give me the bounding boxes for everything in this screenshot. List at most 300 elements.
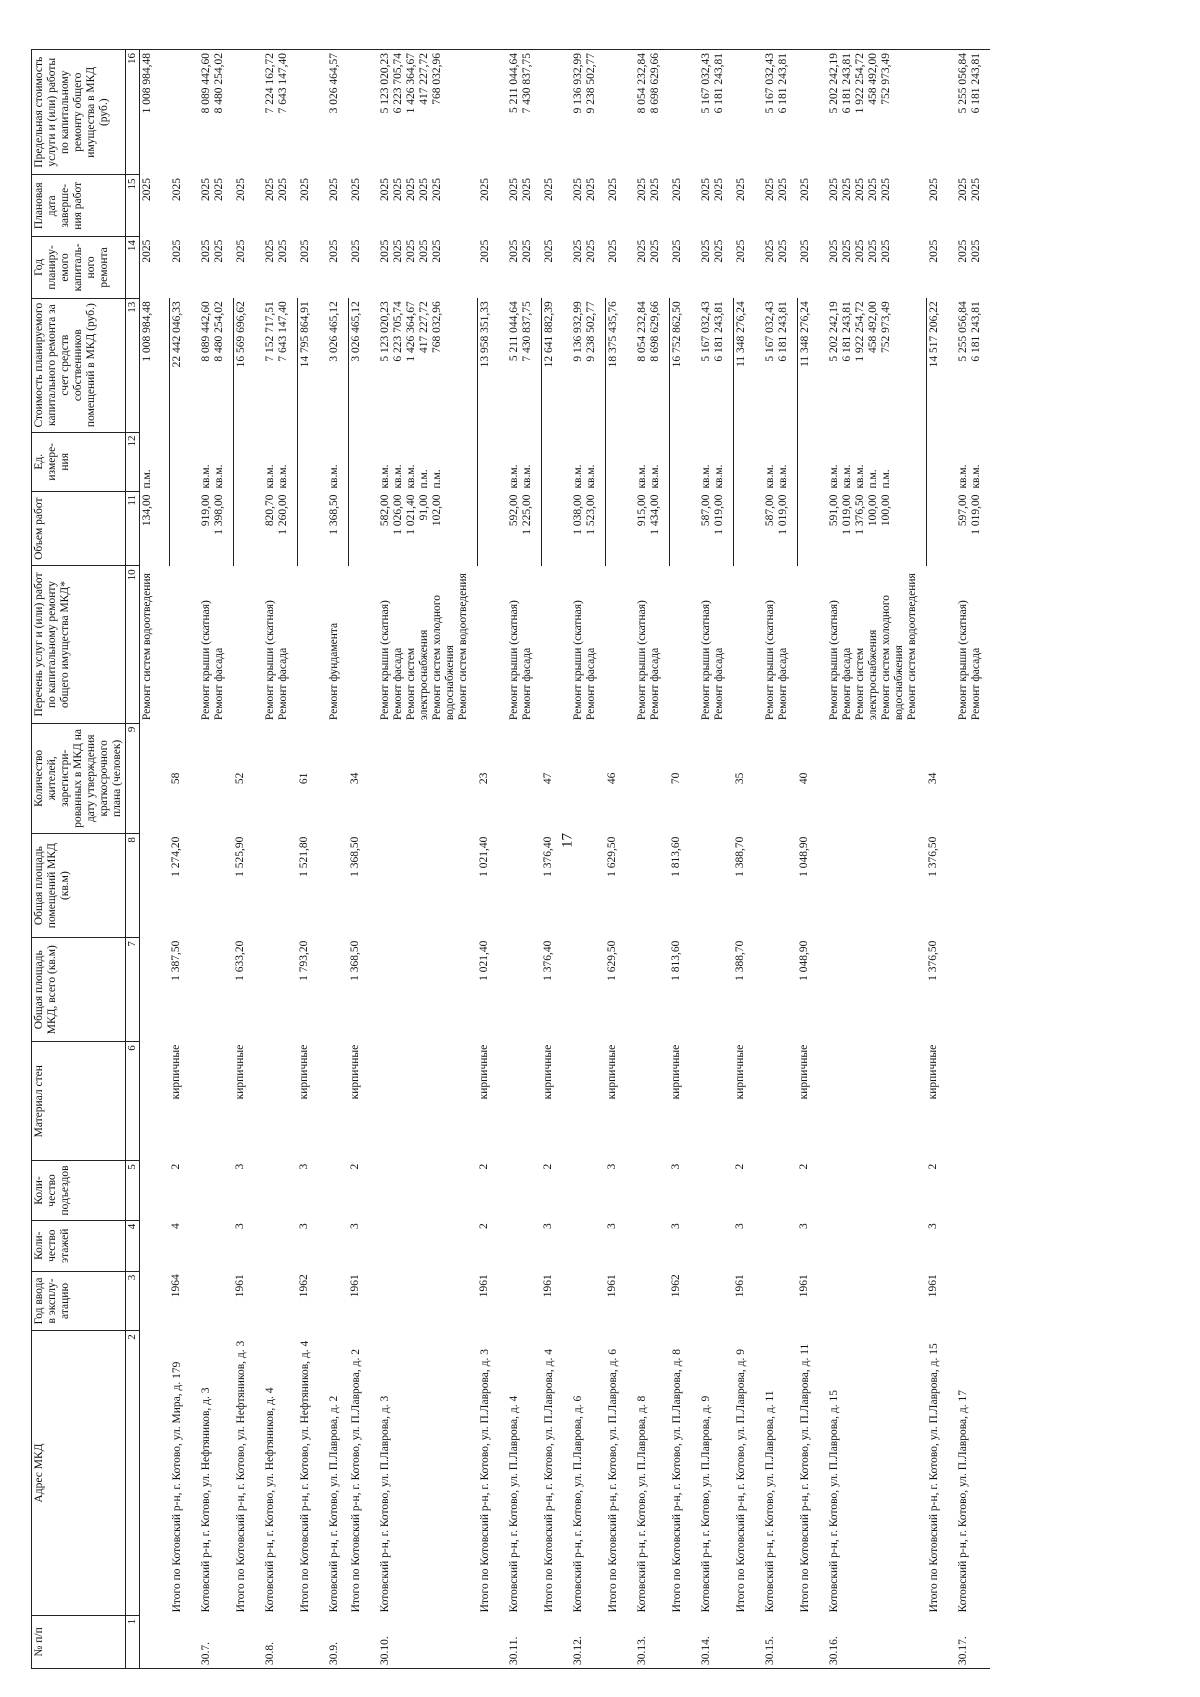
row-cost-cell: [349, 298, 365, 432]
row-work-item-cell: [670, 566, 686, 723]
row-entrances: 2: [541, 1163, 554, 1170]
row-cost: 9 136 932,99: [572, 301, 584, 362]
row-premises-area: 1 048,90: [797, 836, 810, 877]
row-premises-area: 1 021,40: [477, 836, 490, 877]
row-work-item-cell: [140, 566, 156, 723]
row-cost: 1 426 364,67: [405, 301, 417, 362]
row-repair-year-cell: [349, 237, 365, 299]
row-floors: [571, 1220, 599, 1271]
row-limit-cost-cell: [763, 50, 791, 175]
row-total-area: [571, 938, 599, 1042]
row-limit-cost-cell: [349, 50, 365, 175]
row-floors: 3: [297, 1223, 310, 1229]
row-work-item-cell: [956, 566, 984, 723]
row-cost: 5 167 032,43: [764, 301, 776, 362]
row-cost: 13 958 351,33: [479, 301, 491, 368]
row-repair-year-cell: [670, 237, 686, 299]
row-wall-material: кирпичные: [605, 1044, 618, 1100]
row-work-item: Ремонт крыши (скатная): [828, 600, 840, 721]
row-premises-area: 1 274,20: [169, 836, 182, 877]
row-completion-date: 2025: [277, 177, 289, 201]
row-completion-date: 2025: [841, 177, 853, 201]
row-unit-cell: [263, 432, 291, 491]
row-premises-area: 1 376,40: [541, 836, 554, 877]
row-year: [827, 1271, 920, 1330]
row-number: 30.8.: [263, 1615, 291, 1668]
total-row: [798, 50, 814, 1669]
row-number: [478, 1615, 494, 1668]
row-address: Котовский р-н, г. Котово, ул. П.Лаврова, д. 3: [379, 1395, 391, 1613]
column-number: 6: [126, 1042, 140, 1161]
row-address: Котовский р-н, г. Котово, ул. П.Лаврова, д. 4: [508, 1395, 520, 1613]
row-cost-cell: [234, 298, 250, 432]
row-unit-cell: [635, 432, 663, 491]
row-limit-cost: 6 181 243,81: [841, 53, 853, 114]
row-completion-date-cell: [263, 175, 291, 237]
row-completion-date: 2025: [880, 177, 892, 201]
row-volume: 587,00: [700, 494, 712, 527]
row-completion-date-cell: [798, 175, 814, 237]
record-row: [263, 50, 291, 1669]
row-volume-cell: [507, 492, 535, 566]
row-cost: 1 008 984,48: [141, 301, 153, 362]
column-number: 9: [126, 723, 140, 833]
row-completion-date-cell: [956, 175, 984, 237]
header-floors: Коли-чество этажей: [32, 1220, 126, 1271]
row-repair-year: 2025: [649, 239, 661, 263]
row-cost-cell: [927, 298, 943, 432]
row-cost: 7 643 147,40: [277, 301, 289, 362]
row-cost: 6 181 243,81: [970, 301, 982, 362]
row-entrances: [507, 1161, 535, 1220]
row-work-item: Ремонт систем электроснабжения: [854, 629, 879, 721]
row-limit-cost-cell: [606, 50, 622, 175]
row-cost-cell: [606, 298, 622, 432]
row-residents: 58: [169, 772, 182, 785]
row-limit-cost-cell: [798, 50, 814, 175]
row-spacer: [185, 50, 199, 1669]
row-floors: [699, 1220, 727, 1271]
row-repair-year: 2025: [328, 239, 340, 263]
row-wall-material: [327, 1042, 342, 1161]
row-work-item: Ремонт крыши (скатная): [764, 600, 776, 721]
row-completion-date: 2025: [234, 177, 247, 201]
row-volume-cell: [263, 492, 291, 566]
row-completion-date: 2025: [508, 177, 520, 201]
row-cost: 5 202 242,19: [828, 301, 840, 362]
row-unit-cell: [827, 432, 920, 491]
row-volume-cell: [635, 492, 663, 566]
row-floors: 4: [169, 1223, 182, 1229]
row-total-area: 1 387,50: [169, 940, 182, 981]
row-unit: кв.м.: [521, 464, 533, 489]
row-completion-date-cell: [635, 175, 663, 237]
row-address: Итого по Котовский р-н, г. Котово, ул. П.Лаврова, д. 3: [478, 1349, 491, 1613]
row-limit-cost: 768 032,96: [431, 53, 443, 105]
row-cost-cell: [734, 298, 750, 432]
header-cost: Стоимость планируемого капитального ремонта за счет средств собственников помещений в МКД (руб.): [32, 298, 126, 432]
row-residents: [507, 723, 535, 833]
row-repair-year: 2025: [841, 239, 853, 263]
row-unit: п.м.: [431, 469, 443, 489]
row-premises-area: [635, 834, 663, 938]
row-unit: кв.м.: [957, 464, 969, 489]
record-row: [635, 50, 663, 1669]
row-completion-date: 2025: [606, 177, 619, 201]
row-number: 30.17.: [956, 1615, 984, 1668]
row-unit-cell: [170, 432, 186, 491]
row-total-area: 1 368,50: [348, 940, 361, 981]
row-premises-area: 1 813,60: [669, 836, 682, 877]
row-work-item: Ремонт систем водоотведения: [141, 573, 153, 721]
row-repair-year: 2025: [392, 239, 404, 263]
row-completion-date: 2025: [700, 177, 712, 201]
header-address: Адрес МКД: [32, 1331, 126, 1616]
row-spacer: [813, 50, 827, 1669]
column-number: 11: [126, 492, 140, 566]
row-address: Итого по Котовский р-н, г. Котово, ул. П.Лаврова, д. 8: [670, 1349, 683, 1613]
row-limit-cost-cell: [170, 50, 186, 175]
row-cost: 22 442 046,33: [171, 301, 183, 368]
row-unit: кв.м.: [841, 464, 853, 489]
record-row: [956, 50, 984, 1669]
row-work-item: Ремонт крыши (скатная): [957, 600, 969, 721]
row-limit-cost-cell: [699, 50, 727, 175]
row-year: [507, 1271, 535, 1330]
row-volume-cell: [170, 492, 186, 566]
row-limit-cost: 1 426 364,67: [405, 53, 417, 114]
row-total-area: [763, 938, 791, 1042]
row-work-item-cell: [798, 566, 814, 723]
row-entrances: [378, 1161, 471, 1220]
row-wall-material: кирпичные: [733, 1044, 746, 1100]
row-repair-year: 2025: [478, 239, 491, 263]
row-unit-cell: [763, 432, 791, 491]
row-unit: кв.м.: [854, 464, 866, 489]
row-entrances: 3: [669, 1163, 682, 1170]
row-volume: 820,70: [264, 494, 276, 527]
row-unit-cell: [927, 432, 943, 491]
row-premises-area: [327, 834, 342, 938]
row-total-area: [507, 938, 535, 1042]
row-entrances: 2: [733, 1163, 746, 1170]
row-cost-cell: [763, 298, 791, 432]
row-year: [140, 1271, 156, 1330]
row-residents: 46: [605, 772, 618, 785]
row-limit-cost-cell: [734, 50, 750, 175]
row-address: Итого по Котовский р-н, г. Котово, ул. П.Лаврова, д. 4: [542, 1349, 555, 1613]
row-year: 1964: [169, 1274, 182, 1298]
row-cost: 11 348 276,24: [799, 301, 811, 367]
row-volume: 592,00: [508, 494, 520, 527]
row-repair-year-cell: [927, 237, 943, 299]
row-repair-year-cell: [507, 237, 535, 299]
row-unit: кв.м.: [405, 464, 417, 489]
row-limit-cost-cell: [635, 50, 663, 175]
row-limit-cost: 6 223 705,74: [392, 53, 404, 114]
row-residents: 34: [348, 772, 361, 785]
row-address: Итого по Котовский р-н, г. Котово, ул. П.Лаврова, д. 2: [349, 1349, 362, 1613]
row-unit-cell: [140, 432, 156, 491]
header-entrances: Коли-чество подъездов: [32, 1161, 126, 1220]
row-cost: 1 922 254,72: [854, 301, 866, 362]
row-spacer: [313, 50, 327, 1669]
row-volume-cell: [327, 492, 342, 566]
row-limit-cost-cell: [542, 50, 558, 175]
row-spacer: [364, 50, 378, 1669]
row-unit: п.м.: [141, 469, 153, 489]
row-volume-cell: [478, 492, 494, 566]
row-unit: кв.м.: [713, 464, 725, 489]
total-row: [734, 50, 750, 1669]
row-work-item: Ремонт крыши (скатная): [200, 600, 212, 721]
row-volume: 102,00: [431, 494, 443, 527]
row-work-item-cell: [542, 566, 558, 723]
row-completion-date: 2025: [349, 177, 362, 201]
row-work-item: Ремонт фасада: [277, 647, 289, 721]
row-residents: 35: [733, 772, 746, 785]
row-unit-cell: [699, 432, 727, 491]
row-unit-cell: [606, 432, 622, 491]
row-unit: п.м.: [867, 469, 879, 489]
row-entrances: [699, 1161, 727, 1220]
row-residents: 40: [797, 772, 810, 785]
row-floors: [956, 1220, 984, 1271]
row-unit-cell: [670, 432, 686, 491]
row-cost-cell: [635, 298, 663, 432]
row-volume-cell: [734, 492, 750, 566]
row-work-item: Ремонт крыши (скатная): [572, 600, 584, 721]
row-unit-cell: [298, 432, 314, 491]
row-volume-cell: [542, 492, 558, 566]
row-completion-date-cell: [670, 175, 686, 237]
row-work-item-cell: [635, 566, 663, 723]
row-year: 1961: [348, 1274, 361, 1298]
row-work-item: Ремонт фасада: [713, 647, 725, 721]
row-unit-cell: [378, 432, 471, 491]
row-residents: [571, 723, 599, 833]
row-cost: 5 255 056,84: [957, 301, 969, 362]
total-row: [478, 50, 494, 1669]
row-unit: кв.м.: [328, 464, 340, 489]
row-cost-cell: [199, 298, 227, 432]
row-year: 1961: [797, 1274, 810, 1298]
row-completion-date: 2025: [957, 177, 969, 201]
row-repair-year: 2025: [213, 239, 225, 263]
row-floors: [507, 1220, 535, 1271]
row-repair-year: 2025: [957, 239, 969, 263]
header-completion-date: Плановая дата заверше-ния работ: [32, 175, 126, 237]
row-repair-year: 2025: [521, 239, 533, 263]
row-premises-area: 1 629,50: [605, 836, 618, 877]
row-unit: п.м.: [880, 469, 892, 489]
row-floors: [327, 1220, 342, 1271]
header-year: Год ввода в эксплу-атацию: [32, 1271, 126, 1330]
row-address: Котовский р-н, г. Котово, ул. П.Лаврова, д. 17: [957, 1390, 969, 1613]
row-entrances: 3: [605, 1163, 618, 1170]
row-entrances: [571, 1161, 599, 1220]
row-completion-date: 2025: [777, 177, 789, 201]
row-unit-cell: [956, 432, 984, 491]
row-floors: 3: [348, 1223, 361, 1229]
row-repair-year: 2025: [405, 239, 417, 263]
row-work-item: Ремонт систем холодного водоснабжения: [880, 595, 905, 721]
row-work-item-cell: [327, 566, 342, 723]
row-address: Итого по Котовский р-н, г. Котово, ул. П.Лаврова, д. 9: [734, 1349, 747, 1613]
row-wall-material: [140, 1042, 156, 1161]
row-number: [542, 1615, 558, 1668]
row-work-item: Ремонт фасада: [649, 647, 661, 721]
row-entrances: 3: [233, 1163, 246, 1170]
row-work-item: Ремонт фасада: [970, 647, 982, 721]
record-row: [763, 50, 791, 1669]
row-work-item-cell: [699, 566, 727, 723]
row-limit-cost: 6 181 243,81: [970, 53, 982, 114]
row-total-area: 1 629,50: [605, 940, 618, 981]
row-cost: 752 973,49: [880, 301, 892, 353]
row-limit-cost-cell: [827, 50, 920, 175]
row-address: Итого по Котовский р-н, г. Котово, ул. П.Лаврова, д. 11: [798, 1343, 811, 1613]
row-entrances: [827, 1161, 920, 1220]
row-work-item: Ремонт фасада: [213, 647, 225, 721]
row-work-item-cell: [927, 566, 943, 723]
row-spacer: [155, 50, 170, 1669]
row-limit-cost-cell: [234, 50, 250, 175]
row-floors: [763, 1220, 791, 1271]
row-volume-cell: [378, 492, 471, 566]
row-year: 1961: [233, 1274, 246, 1298]
row-floors: [635, 1220, 663, 1271]
row-limit-cost: 3 026 464,57: [328, 53, 340, 114]
row-year: 1961: [477, 1274, 490, 1298]
row-volume: 1 376,50: [854, 494, 866, 535]
row-number: [670, 1615, 686, 1668]
row-limit-cost-cell: [298, 50, 314, 175]
row-residents: [763, 723, 791, 833]
row-work-item-cell: [170, 566, 186, 723]
row-limit-cost: 5 167 032,43: [764, 53, 776, 114]
row-completion-date: 2025: [405, 177, 417, 201]
row-cost: 18 375 435,76: [607, 301, 619, 368]
repair-plan-table: [31, 49, 990, 1669]
row-volume: 91,00: [418, 494, 430, 521]
row-entrances: [263, 1161, 291, 1220]
column-number: 14: [126, 237, 140, 299]
row-limit-cost-cell: [507, 50, 535, 175]
row-repair-year: 2025: [379, 239, 391, 263]
row-repair-year: 2025: [606, 239, 619, 263]
row-entrances: 2: [926, 1163, 939, 1170]
row-premises-area: [571, 834, 599, 938]
row-cost: 5 123 020,23: [379, 301, 391, 362]
total-row: [170, 50, 186, 1669]
row-volume: 1 019,00: [713, 494, 725, 535]
row-spacer: [749, 50, 763, 1669]
row-repair-year: 2025: [867, 239, 879, 263]
row-completion-date-cell: [199, 175, 227, 237]
row-number: 30.7.: [199, 1615, 227, 1668]
row-work-item: Ремонт крыши (скатная): [379, 600, 391, 721]
row-volume: 100,00: [880, 494, 892, 527]
row-limit-cost: 8 054 232,84: [636, 53, 648, 114]
total-row: [140, 50, 156, 1669]
row-completion-date-cell: [606, 175, 622, 237]
row-wall-material: кирпичные: [477, 1044, 490, 1100]
row-cost-cell: [298, 298, 314, 432]
row-unit: кв.м.: [649, 464, 661, 489]
row-number: [234, 1615, 250, 1668]
row-residents: [140, 723, 156, 833]
row-residents: [956, 723, 984, 833]
row-completion-date: 2025: [478, 177, 491, 201]
row-completion-date: 2025: [649, 177, 661, 201]
total-row: [542, 50, 558, 1669]
row-number: 30.12.: [571, 1615, 599, 1668]
row-volume: 1 398,00: [213, 494, 225, 535]
row-cost: 768 032,96: [431, 301, 443, 353]
row-work-item: Ремонт фасада: [777, 647, 789, 721]
row-spacer: [249, 50, 263, 1669]
record-row: [199, 50, 227, 1669]
row-residents: [263, 723, 291, 833]
row-limit-cost-cell: [263, 50, 291, 175]
row-cost: 16 752 862,50: [671, 301, 683, 368]
row-year: [199, 1271, 227, 1330]
row-repair-year-cell: [542, 237, 558, 299]
row-volume: 1 021,40: [405, 494, 417, 535]
row-volume: 915,00: [636, 494, 648, 527]
row-limit-cost: 6 181 243,81: [777, 53, 789, 114]
row-residents: [827, 723, 920, 833]
row-wall-material: кирпичные: [797, 1044, 810, 1100]
column-number: 13: [126, 298, 140, 432]
row-repair-year: 2025: [854, 239, 866, 263]
row-wall-material: [199, 1042, 227, 1161]
row-repair-year: 2025: [798, 239, 811, 263]
record-row: [378, 50, 471, 1669]
row-total-area: 1 376,40: [541, 940, 554, 981]
row-completion-date-cell: [234, 175, 250, 237]
row-wall-material: [699, 1042, 727, 1161]
row-wall-material: кирпичные: [669, 1044, 682, 1100]
row-cost: 8 089 442,60: [200, 301, 212, 362]
row-repair-year: 2025: [431, 239, 443, 263]
row-work-item-cell: [478, 566, 494, 723]
row-limit-cost: 8 089 442,60: [200, 53, 212, 114]
row-limit-cost: 6 181 243,81: [713, 53, 725, 114]
row-floors: 2: [477, 1223, 490, 1229]
column-number: 12: [126, 432, 140, 491]
row-repair-year-cell: [734, 237, 750, 299]
row-floors: 3: [605, 1223, 618, 1229]
row-volume-cell: [763, 492, 791, 566]
row-premises-area: [263, 834, 291, 938]
row-unit: кв.м.: [200, 464, 212, 489]
row-volume: 1 026,00: [392, 494, 404, 535]
row-repair-year: 2025: [636, 239, 648, 263]
column-number: 3: [126, 1271, 140, 1330]
row-volume-cell: [798, 492, 814, 566]
header-repair-year: Год планиру-емого капиталь-ного ремонта: [32, 237, 126, 299]
row-number: 30.10.: [378, 1615, 471, 1668]
row-year: 1961: [926, 1274, 939, 1298]
row-repair-year-cell: [571, 237, 599, 299]
row-repair-year-cell: [298, 237, 314, 299]
row-total-area: [378, 938, 471, 1042]
row-entrances: [140, 1161, 156, 1220]
row-limit-cost-cell: [378, 50, 471, 175]
row-completion-date: 2025: [418, 177, 430, 201]
